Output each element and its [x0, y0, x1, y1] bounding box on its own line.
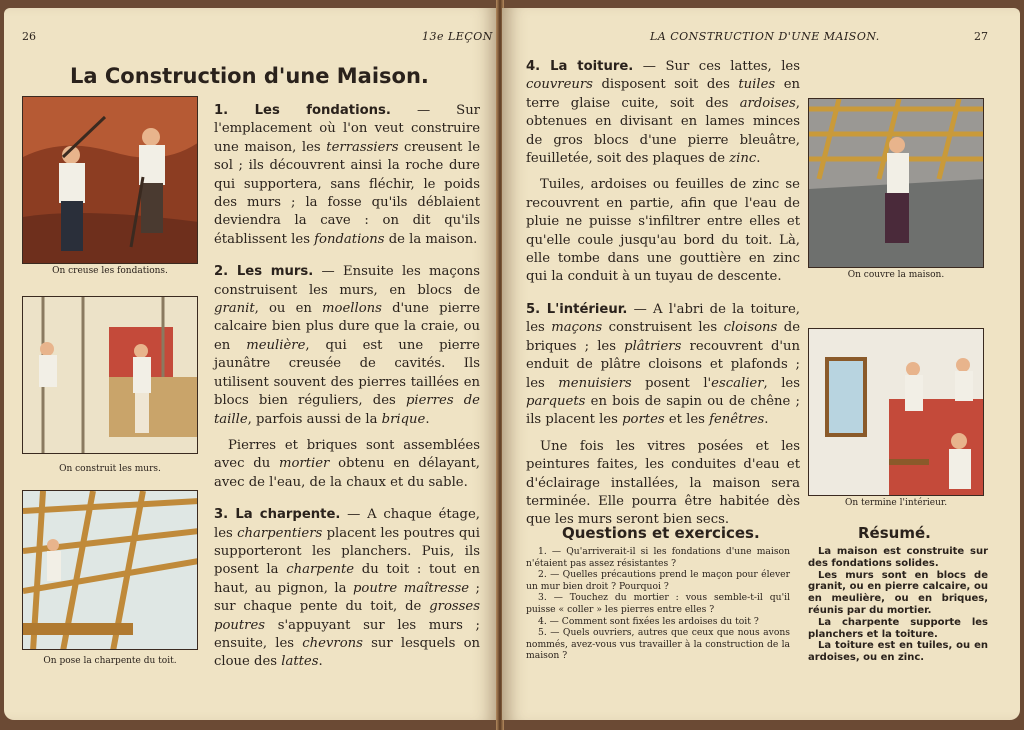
- text-run: posent l': [631, 375, 712, 391]
- left-text-column: [214, 102, 480, 680]
- text-run: Une fois les vitres posées et les peintures faites, les conduites d'eau et d'éclairage installées, la maison sera terminée. Elle pourra être habitée dès que les murs seront bien secs.: [526, 438, 800, 528]
- section-heading: 4. La toiture.: [526, 59, 634, 74]
- interieur-drawing: [809, 329, 984, 496]
- text-run: du toit : tout en haut, au pignon, la: [214, 562, 480, 596]
- text-run: creusent le sol ; ils découvrent ainsi la roche dure qui supportera, sans fléchir, le poids des murs ; la fosse qu'ils déblaient deviendra la cave : on dit qu'ils établissent les: [214, 139, 480, 247]
- murs-drawing: [23, 297, 198, 454]
- italic-term: fondations: [314, 231, 385, 247]
- text-run: en terre glaise cuite, soit des: [526, 77, 800, 111]
- text-run: — Sur l'emplacement où l'on veut construire une maison, les: [214, 103, 480, 155]
- text-run: de la maison.: [384, 231, 478, 247]
- text-run: .: [318, 654, 323, 670]
- right-page: [502, 8, 1020, 720]
- section-heading: 2. Les murs.: [214, 264, 314, 280]
- text-run: , les: [763, 375, 800, 391]
- fondations-drawing: [23, 97, 198, 264]
- text-run: , qui est une pierre jaunâtre creusée de cavités. Ils utilisent souvent des pierres taillées en blocs bien réguliers, des: [214, 337, 480, 409]
- text-run: — A l'abri de la toiture, les: [526, 301, 800, 336]
- section-heading: 5. L'intérieur.: [526, 301, 628, 317]
- italic-term: maçons: [551, 320, 603, 336]
- caption-charpente: On pose la charpente du toit.: [43, 656, 177, 666]
- text-run: disposent soit des: [592, 77, 739, 93]
- italic-term: granit: [214, 301, 255, 317]
- resume-item: Les murs sont en blocs de granit, ou en pierre calcaire, ou en meulière, ou en briques, réunis par du mortier.: [808, 569, 988, 616]
- text-run: placent les poutres qui supporteront les planchers. Puis, ils posent la: [214, 525, 481, 578]
- charpente-drawing: [23, 491, 198, 650]
- caption-interieur: On termine l'intérieur.: [844, 498, 948, 508]
- section-paragraph: [214, 102, 480, 249]
- question-item: 4. — Comment sont fixées les ardoises du toit ?: [538, 615, 759, 627]
- text-run: de briques ; les: [526, 320, 800, 354]
- illustration-fondations: [22, 96, 198, 264]
- italic-term: charpentiers: [237, 525, 323, 541]
- questions-title: Questions et exercices.: [562, 524, 760, 542]
- section-paragraph: [214, 506, 480, 672]
- section-heading: 3. La charpente.: [214, 507, 341, 523]
- caption-toiture: On couvre la maison.: [847, 270, 945, 280]
- caption-fondations: On creuse les fondations.: [52, 266, 168, 276]
- italic-term: chevrons: [302, 635, 363, 651]
- text-run: en bois de sapin ou de chêne ; ils placent les: [526, 393, 800, 428]
- italic-term: terrassiers: [326, 139, 399, 155]
- illustration-murs: [22, 296, 198, 454]
- italic-term: grosses poutres: [214, 599, 480, 633]
- italic-term: fenêtres: [709, 412, 765, 428]
- italic-term: mortier: [278, 456, 330, 472]
- text-run: obtenu en délayant, avec de l'eau, de la chaux et du sable.: [214, 456, 480, 490]
- page-number-left: 26: [22, 30, 36, 43]
- text-run: Pierres et briques sont assemblées avec du: [214, 437, 480, 472]
- text-run: d'une pierre calcaire bien plus dure que la craie, ou en: [214, 301, 480, 353]
- text-run: , obtenues en divisant en lames minces de gros blocs d'une pierre bleuâtre, feuilletée, soit des plaques de: [526, 95, 800, 167]
- illustration-interieur: [808, 328, 984, 496]
- text-run: — Sur ces lattes, les: [633, 59, 800, 74]
- questions-list: [526, 546, 790, 662]
- italic-term: ardoises: [739, 95, 796, 111]
- italic-term: pierres de taille: [214, 393, 480, 427]
- text-run: , parfois aussi de la: [247, 411, 382, 427]
- italic-term: portes: [622, 412, 665, 428]
- italic-term: charpente: [286, 562, 355, 578]
- illustration-charpente: [22, 490, 198, 650]
- page-number-right: 27: [974, 30, 988, 43]
- italic-term: meulière: [246, 337, 306, 353]
- section-paragraph: [214, 437, 480, 492]
- text-run: et les: [664, 412, 710, 428]
- text-run: — A chaque étage, les: [214, 507, 480, 541]
- resume-title: Résumé.: [858, 524, 931, 542]
- toiture-drawing: [809, 99, 984, 268]
- italic-term: poutre maîtresse: [352, 580, 470, 596]
- section-heading: 1. Les fondations.: [214, 103, 391, 118]
- illustration-toiture: [808, 98, 984, 268]
- resume-item: La maison est construite sur des fondations solides.: [808, 546, 988, 569]
- italic-term: plâtriers: [624, 338, 682, 354]
- italic-term: menuisiers: [558, 375, 632, 391]
- italic-term: tuiles: [738, 77, 776, 93]
- left-page: [4, 8, 498, 720]
- question-item: 2. — Quelles précautions prend le maçon pour élever un mur bien droit ? Pourquoi ?: [526, 569, 790, 592]
- italic-term: escalier: [711, 375, 764, 391]
- resume-item: La charpente supporte les planchers et la toiture.: [808, 616, 988, 640]
- text-run: — Ensuite les maçons construisent les murs, en blocs de: [214, 264, 480, 298]
- italic-term: parquets: [526, 393, 586, 409]
- italic-term: zinc: [729, 151, 757, 167]
- question-item: 3. — Touchez du mortier : vous semble-t-il qu'il puisse « coller » les pierres entre elles ?: [526, 592, 790, 615]
- section-paragraph: [214, 263, 480, 429]
- text-run: .: [764, 412, 769, 428]
- italic-term: brique: [381, 411, 426, 427]
- italic-term: moellons: [322, 301, 382, 317]
- text-run: recouvrent d'un enduit de plâtre cloisons et plafonds ; les: [526, 338, 800, 391]
- text-run: Tuiles, ardoises ou feuilles de zinc se recouvrent en partie, afin que l'eau de pluie ne puisse s'infiltrer entre elles et qu'elle coule jusqu'au bord du toit. Là, elle tombe dans une gouttière en zinc qui la conduit à un tuyau de descente.: [526, 177, 800, 285]
- text-run: .: [425, 411, 430, 427]
- running-head-left: 13e LEÇON: [422, 30, 493, 43]
- question-item: 5. — Quels ouvriers, autres que ceux que nous avons nommés, avez-vous vus travailler à la construction de la maison ?: [526, 627, 790, 662]
- resume-item: La toiture est en tuiles, ou en ardoises, ou en zinc.: [808, 640, 988, 664]
- running-head-right: LA CONSTRUCTION D'UNE MAISON.: [650, 30, 880, 43]
- question-item: 1. — Qu'arriverait-il si les fondations d'une maison n'étaient pas assez résistantes ?: [526, 546, 790, 569]
- text-run: s'appuyant sur les murs ; ensuite, les: [214, 617, 480, 651]
- lesson-title: La Construction d'une Maison.: [70, 64, 429, 88]
- resume-list: [808, 546, 988, 664]
- italic-term: lattes: [281, 654, 319, 670]
- text-run: ; sur chaque pente du toit, de: [214, 580, 480, 615]
- italic-term: cloisons: [723, 320, 778, 336]
- text-run: , ou en: [254, 301, 323, 317]
- italic-term: couvreurs: [526, 77, 593, 93]
- text-run: sur lesquels on cloue des: [214, 635, 481, 670]
- text-run: construisent les: [602, 320, 724, 336]
- caption-murs: On construit les murs.: [59, 464, 161, 474]
- text-run: .: [756, 151, 761, 167]
